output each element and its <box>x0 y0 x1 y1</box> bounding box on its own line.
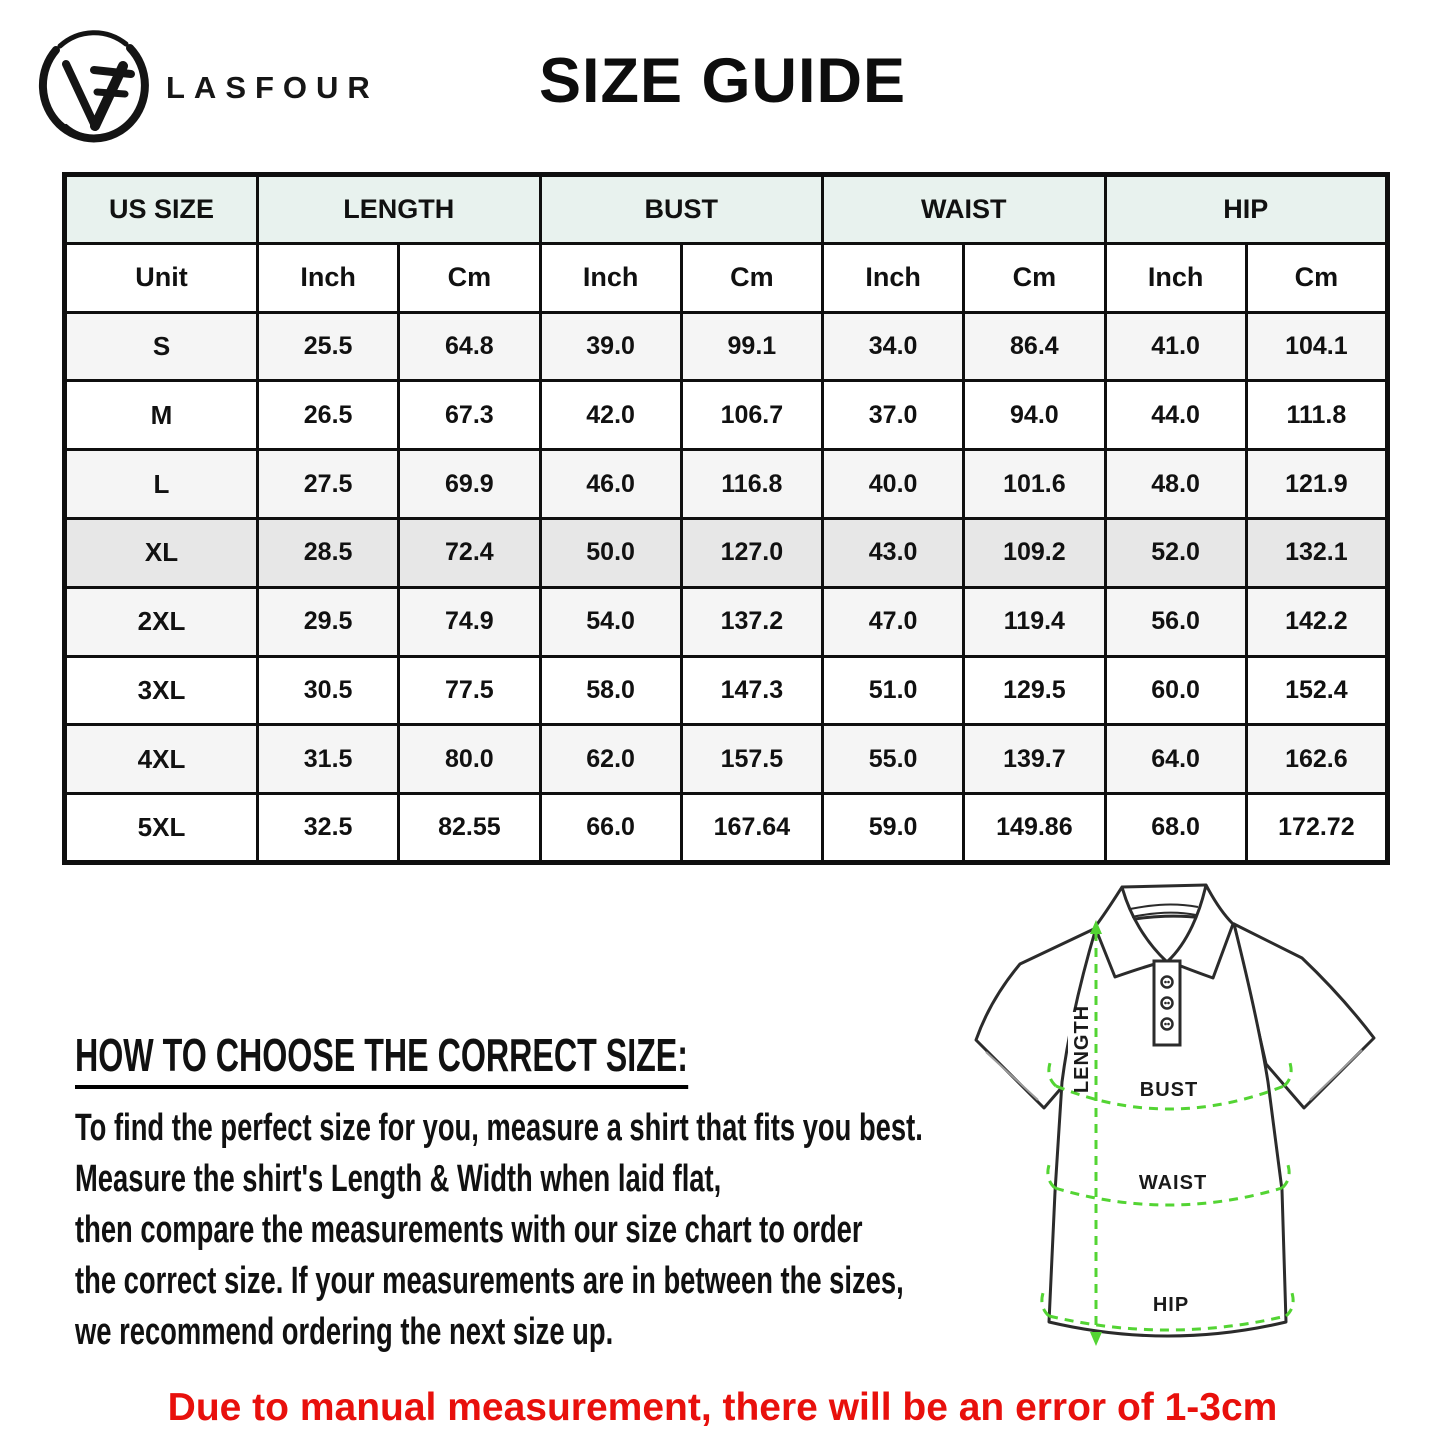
size-name-cell: 4XL <box>65 725 258 794</box>
measurement-cell: 39.0 <box>540 312 681 381</box>
measurement-cell: 67.3 <box>399 381 540 450</box>
how-to-line: we recommend ordering the next size up. <box>75 1311 614 1353</box>
measurement-cell: 46.0 <box>540 450 681 519</box>
measurement-cell: 94.0 <box>964 381 1105 450</box>
measurement-cell: 28.5 <box>258 518 399 587</box>
measurement-cell: 44.0 <box>1105 381 1246 450</box>
measurement-cell: 119.4 <box>964 587 1105 656</box>
unit-cell: Inch <box>540 243 681 312</box>
measurement-cell: 104.1 <box>1246 312 1387 381</box>
bust-label: BUST <box>1139 1079 1199 1101</box>
measurement-cell: 109.2 <box>964 518 1105 587</box>
column-header-bust: BUST <box>540 175 823 244</box>
measurement-cell: 58.0 <box>540 656 681 725</box>
measurement-cell: 64.8 <box>399 312 540 381</box>
hip-label: HIP <box>1152 1294 1190 1316</box>
length-arrow-down <box>1090 1332 1102 1346</box>
measurement-cell: 55.0 <box>823 725 964 794</box>
column-header-length: LENGTH <box>258 175 541 244</box>
measurement-cell: 137.2 <box>681 587 822 656</box>
measurement-cell: 66.0 <box>540 794 681 863</box>
measurement-cell: 26.5 <box>258 381 399 450</box>
measurement-cell: 51.0 <box>823 656 964 725</box>
size-row-3xl <box>65 656 1388 725</box>
unit-row-label: Unit <box>65 243 258 312</box>
measurement-cell: 121.9 <box>1246 450 1387 519</box>
size-row-s <box>65 312 1388 381</box>
measurement-cell: 41.0 <box>1105 312 1246 381</box>
measurement-cell: 47.0 <box>823 587 964 656</box>
how-to-section <box>75 1028 1035 1358</box>
size-chart-table <box>62 172 1390 865</box>
unit-cell: Inch <box>823 243 964 312</box>
measurement-cell: 82.55 <box>399 794 540 863</box>
how-to-line: Measure the shirt's Length & Width when laid flat, <box>75 1158 722 1200</box>
measurement-cell: 142.2 <box>1246 587 1387 656</box>
measurement-cell: 60.0 <box>1105 656 1246 725</box>
unit-cell: Cm <box>964 243 1105 312</box>
measurement-cell: 172.72 <box>1246 794 1387 863</box>
size-row-xl <box>65 518 1388 587</box>
measurement-cell: 132.1 <box>1246 518 1387 587</box>
measurement-cell: 77.5 <box>399 656 540 725</box>
measurement-cell: 139.7 <box>964 725 1105 794</box>
measurement-cell: 62.0 <box>540 725 681 794</box>
measurement-cell: 101.6 <box>964 450 1105 519</box>
column-header-us-size: US SIZE <box>65 175 258 244</box>
measurement-cell: 27.5 <box>258 450 399 519</box>
measurement-cell: 52.0 <box>1105 518 1246 587</box>
size-name-cell: XL <box>65 518 258 587</box>
how-to-paragraph <box>75 1103 1035 1358</box>
waist-label: WAIST <box>1138 1172 1208 1194</box>
measurement-cell: 42.0 <box>540 381 681 450</box>
measurement-error-note: Due to manual measurement, there will be an error of 1-3cm <box>167 1386 1278 1429</box>
table-body <box>65 312 1388 862</box>
column-header-hip: HIP <box>1105 175 1388 244</box>
size-row-l <box>65 450 1388 519</box>
size-row-5xl <box>65 794 1388 863</box>
how-to-heading: HOW TO CHOOSE THE CORRECT SIZE: <box>75 1028 688 1089</box>
measurement-cell: 30.5 <box>258 656 399 725</box>
size-name-cell: L <box>65 450 258 519</box>
size-name-cell: 5XL <box>65 794 258 863</box>
measurement-cell: 29.5 <box>258 587 399 656</box>
table-head <box>65 175 1388 313</box>
table-unit-row <box>65 243 1388 312</box>
measurement-cell: 162.6 <box>1246 725 1387 794</box>
measurement-cell: 111.8 <box>1246 381 1387 450</box>
measurement-cell: 86.4 <box>964 312 1105 381</box>
measurement-cell: 99.1 <box>681 312 822 381</box>
measurement-cell: 157.5 <box>681 725 822 794</box>
measurement-cell: 74.9 <box>399 587 540 656</box>
measurement-cell: 72.4 <box>399 518 540 587</box>
column-header-waist: WAIST <box>823 175 1106 244</box>
measurement-cell: 32.5 <box>258 794 399 863</box>
measurement-cell: 69.9 <box>399 450 540 519</box>
size-name-cell: 2XL <box>65 587 258 656</box>
measurement-cell: 40.0 <box>823 450 964 519</box>
unit-cell: Inch <box>258 243 399 312</box>
shirt-measurement-diagram <box>950 872 1426 1362</box>
how-to-line: the correct size. If your measurements are in between the sizes, <box>75 1260 904 1302</box>
measurement-cell: 127.0 <box>681 518 822 587</box>
measurement-cell: 106.7 <box>681 381 822 450</box>
size-name-cell: S <box>65 312 258 381</box>
size-row-4xl <box>65 725 1388 794</box>
measurement-cell: 56.0 <box>1105 587 1246 656</box>
measurement-cell: 48.0 <box>1105 450 1246 519</box>
measurement-cell: 64.0 <box>1105 725 1246 794</box>
measurement-cell: 37.0 <box>823 381 964 450</box>
measurement-cell: 43.0 <box>823 518 964 587</box>
measurement-cell: 34.0 <box>823 312 964 381</box>
measurement-cell: 152.4 <box>1246 656 1387 725</box>
brand-name: LASFOUR <box>166 70 379 105</box>
size-name-cell: M <box>65 381 258 450</box>
measurement-cell: 147.3 <box>681 656 822 725</box>
unit-cell: Inch <box>1105 243 1246 312</box>
measurement-cell: 167.64 <box>681 794 822 863</box>
size-row-2xl <box>65 587 1388 656</box>
measurement-cell: 59.0 <box>823 794 964 863</box>
collar-band <box>1122 885 1206 887</box>
measurement-cell: 80.0 <box>399 725 540 794</box>
size-name-cell: 3XL <box>65 656 258 725</box>
measurement-cell: 50.0 <box>540 518 681 587</box>
measurement-cell: 149.86 <box>964 794 1105 863</box>
size-row-m <box>65 381 1388 450</box>
how-to-line: To find the perfect size for you, measure a shirt that fits you best. <box>75 1107 923 1149</box>
unit-cell: Cm <box>1246 243 1387 312</box>
measurement-cell: 54.0 <box>540 587 681 656</box>
length-label: LENGTH <box>1071 1004 1093 1094</box>
measurement-cell: 31.5 <box>258 725 399 794</box>
measurement-cell: 116.8 <box>681 450 822 519</box>
how-to-line: then compare the measurements with our size chart to order <box>75 1209 863 1251</box>
measurement-cell: 129.5 <box>964 656 1105 725</box>
unit-cell: Cm <box>681 243 822 312</box>
measurement-cell: 25.5 <box>258 312 399 381</box>
table-header-group-row <box>65 175 1388 244</box>
unit-cell: Cm <box>399 243 540 312</box>
page-title: SIZE GUIDE <box>538 46 907 116</box>
measurement-cell: 68.0 <box>1105 794 1246 863</box>
